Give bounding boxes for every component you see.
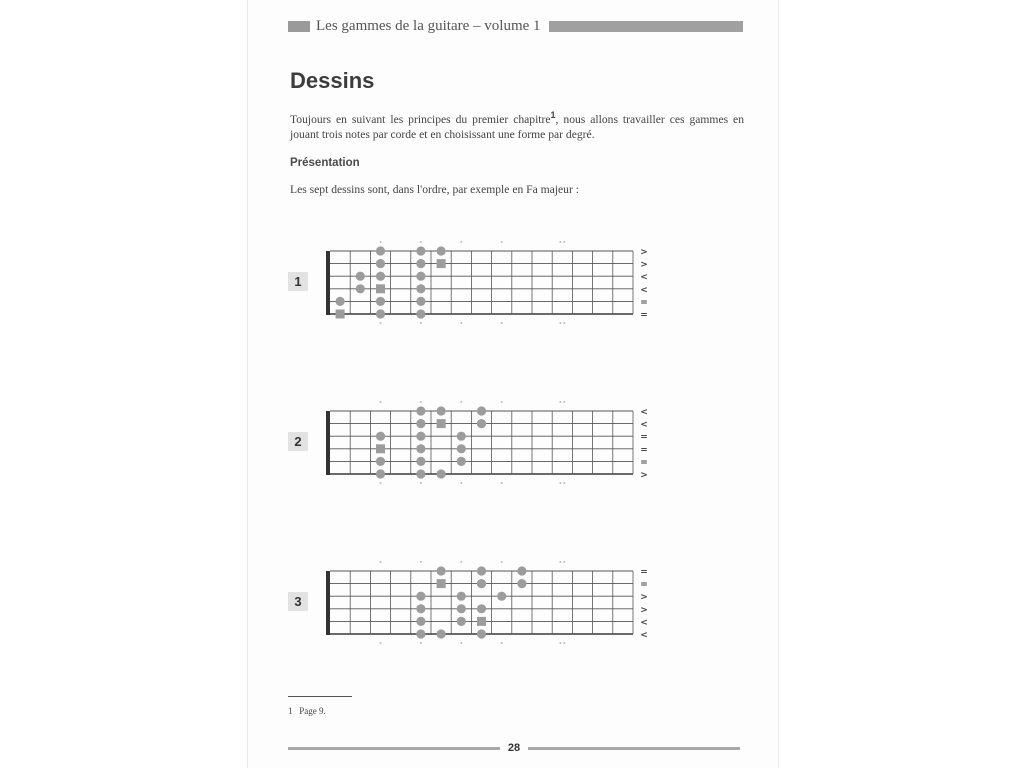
note-dot xyxy=(437,629,446,638)
note-dot xyxy=(356,272,365,281)
root-note-square xyxy=(336,310,345,319)
string-marker: < xyxy=(640,272,648,283)
note-dot xyxy=(336,297,345,306)
book-title: Les gammes de la guitare – volume 1 xyxy=(316,17,541,34)
nut xyxy=(326,411,330,475)
string-marker: > xyxy=(640,260,648,271)
note-dot xyxy=(416,284,425,293)
note-dot xyxy=(416,246,425,255)
position-dot xyxy=(460,322,462,324)
position-dot xyxy=(563,482,565,484)
string-marker: < xyxy=(640,407,648,418)
position-dot xyxy=(501,241,503,243)
string-marker: = xyxy=(640,297,648,308)
note-dot xyxy=(457,457,466,466)
position-dot xyxy=(380,401,382,403)
position-dot xyxy=(559,241,561,243)
note-dot xyxy=(416,272,425,281)
lead-sentence: Les sept dessins sont, dans l'ordre, par exemple en Fa majeur : xyxy=(290,183,579,196)
note-dot xyxy=(376,272,385,281)
position-dot xyxy=(501,322,503,324)
note-dot xyxy=(477,629,486,638)
nut xyxy=(326,251,330,315)
string-marker: < xyxy=(640,420,648,431)
note-dot xyxy=(416,457,425,466)
note-dot xyxy=(416,432,425,441)
note-dot xyxy=(457,592,466,601)
footnote xyxy=(288,706,326,716)
note-dot xyxy=(376,457,385,466)
note-dot xyxy=(416,309,425,318)
diagram-label-3: 3 xyxy=(288,592,308,611)
note-dot xyxy=(376,309,385,318)
position-dot xyxy=(380,322,382,324)
note-dot xyxy=(376,259,385,268)
note-dot xyxy=(457,604,466,613)
root-note-square xyxy=(376,444,385,453)
position-dot xyxy=(501,561,503,563)
note-dot xyxy=(437,566,446,575)
nut xyxy=(326,571,330,635)
note-dot xyxy=(497,592,506,601)
position-dot xyxy=(501,482,503,484)
position-dot xyxy=(460,561,462,563)
position-dot xyxy=(501,642,503,644)
diagram-label-1: 1 xyxy=(288,272,308,291)
page-number: 28 xyxy=(507,742,521,754)
string-marker: > xyxy=(640,605,648,616)
diagram-label-2: 2 xyxy=(288,432,308,451)
position-dot xyxy=(420,561,422,563)
string-marker: > xyxy=(640,470,648,481)
footer-line-left xyxy=(288,747,500,750)
note-dot xyxy=(416,419,425,428)
position-dot xyxy=(380,482,382,484)
string-marker: = xyxy=(640,445,648,456)
note-dot xyxy=(477,406,486,415)
position-dot xyxy=(559,322,561,324)
note-dot xyxy=(437,246,446,255)
note-dot xyxy=(517,579,526,588)
string-marker: = xyxy=(640,580,648,591)
note-dot xyxy=(457,432,466,441)
note-dot xyxy=(416,592,425,601)
note-dot xyxy=(477,566,486,575)
note-dot xyxy=(376,469,385,478)
position-dot xyxy=(420,401,422,403)
position-dot xyxy=(563,642,565,644)
note-dot xyxy=(416,444,425,453)
position-dot xyxy=(563,561,565,563)
position-dot xyxy=(559,561,561,563)
position-dot xyxy=(563,322,565,324)
note-dot xyxy=(416,259,425,268)
footnote-text: Page 9. xyxy=(299,706,326,716)
footnote-number: 1 xyxy=(288,706,293,716)
position-dot xyxy=(420,322,422,324)
note-dot xyxy=(376,246,385,255)
position-dot xyxy=(460,482,462,484)
position-dot xyxy=(380,241,382,243)
page-footer xyxy=(288,741,740,755)
note-dot xyxy=(477,604,486,613)
position-dot xyxy=(559,482,561,484)
position-dot xyxy=(501,401,503,403)
position-dot xyxy=(559,642,561,644)
footnote-rule xyxy=(288,696,352,697)
string-marker: > xyxy=(640,247,648,258)
position-dot xyxy=(563,241,565,243)
string-marker: < xyxy=(640,617,648,628)
position-dot xyxy=(420,482,422,484)
position-dot xyxy=(563,401,565,403)
note-dot xyxy=(376,297,385,306)
root-note-square xyxy=(477,617,486,626)
subsection-title: Présentation xyxy=(290,157,360,169)
position-dot xyxy=(420,642,422,644)
root-note-square xyxy=(437,259,446,268)
note-dot xyxy=(416,604,425,613)
note-dot xyxy=(416,406,425,415)
note-dot xyxy=(416,617,425,626)
position-dot xyxy=(380,642,382,644)
root-note-square xyxy=(376,284,385,293)
root-note-square xyxy=(437,419,446,428)
string-marker: = xyxy=(640,432,648,443)
position-dot xyxy=(380,561,382,563)
section-title: Dessins xyxy=(290,68,375,93)
string-marker: < xyxy=(640,630,648,641)
footer-line-right xyxy=(528,747,740,750)
position-dot xyxy=(460,642,462,644)
string-marker: = xyxy=(640,457,648,468)
string-marker: = xyxy=(640,310,648,321)
note-dot xyxy=(477,419,486,428)
note-dot xyxy=(517,566,526,575)
note-dot xyxy=(416,469,425,478)
note-dot xyxy=(356,284,365,293)
intro-text-end: , nous allons travailler ces gammes en jouant trois notes par corde et en choisissant une forme par degré. xyxy=(290,112,744,141)
note-dot xyxy=(376,432,385,441)
note-dot xyxy=(416,297,425,306)
position-dot xyxy=(460,241,462,243)
string-marker: < xyxy=(640,285,648,296)
note-dot xyxy=(437,469,446,478)
note-dot xyxy=(457,617,466,626)
footnote-ref: 1 xyxy=(550,110,556,120)
position-dot xyxy=(559,401,561,403)
root-note-square xyxy=(437,579,446,588)
note-dot xyxy=(437,406,446,415)
note-dot xyxy=(477,579,486,588)
note-dot xyxy=(416,629,425,638)
intro-text-start: Toujours en suivant les principes du premier chapitre xyxy=(290,112,551,126)
position-dot xyxy=(420,241,422,243)
note-dot xyxy=(457,444,466,453)
string-marker: = xyxy=(640,567,648,578)
string-marker: > xyxy=(640,592,648,603)
position-dot xyxy=(460,401,462,403)
